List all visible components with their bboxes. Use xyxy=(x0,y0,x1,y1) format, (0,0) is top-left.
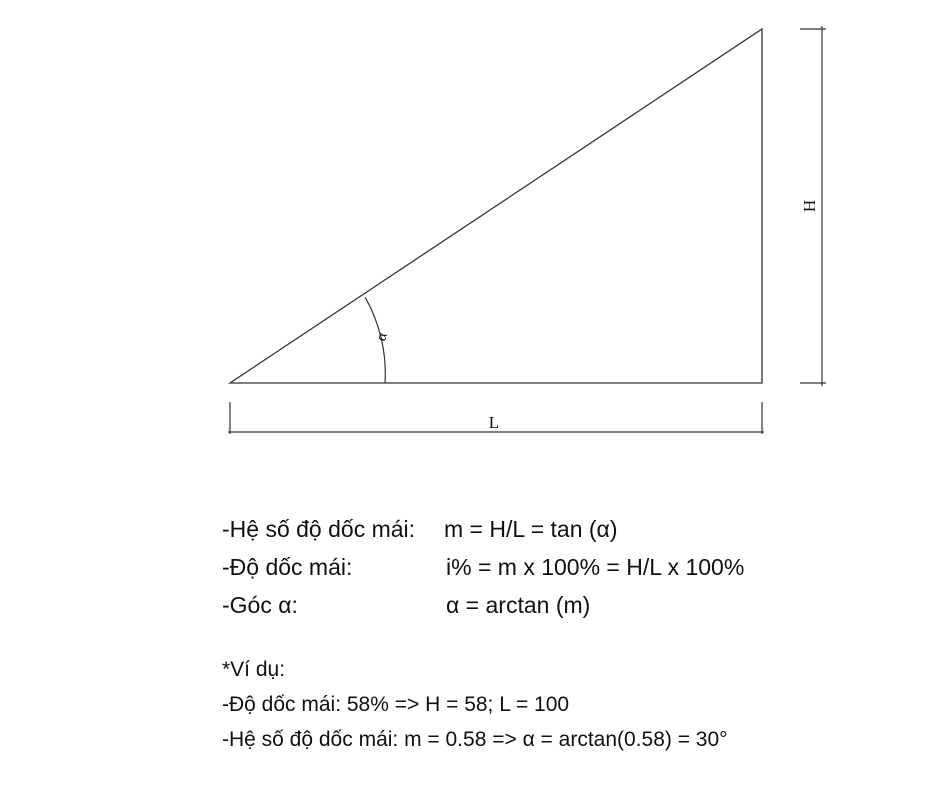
dimension-L-label: L xyxy=(488,413,500,432)
example-line-1: -Độ dốc mái: 58% => H = 58; L = 100 xyxy=(222,693,570,716)
formula-list xyxy=(222,510,744,624)
angle-label: α xyxy=(373,331,391,343)
dimension-L xyxy=(228,402,764,434)
example-title: *Ví dụ: xyxy=(222,658,286,681)
formula-key: -Hệ số độ dốc mái: xyxy=(222,516,416,542)
dimension-H-label: H xyxy=(800,199,819,213)
formula-row-angle xyxy=(222,586,744,624)
dimension-H xyxy=(800,26,826,386)
formula-value: m = H/L = tan (α) xyxy=(444,516,618,542)
example-block xyxy=(222,652,728,757)
formula-key: -Độ dốc mái: xyxy=(222,554,353,580)
formula-key: -Góc α: xyxy=(222,592,298,618)
formula-row-slope-percent xyxy=(222,548,744,586)
slope-triangle xyxy=(230,29,762,383)
formula-value: α = arctan (m) xyxy=(446,592,591,618)
formula-value: i% = m x 100% = H/L x 100% xyxy=(446,554,745,580)
example-line-2: -Hệ số độ dốc mái: m = 0.58 => α = arctan(0.58) = 30° xyxy=(222,728,728,751)
formula-row-slope-coefficient xyxy=(222,510,744,548)
